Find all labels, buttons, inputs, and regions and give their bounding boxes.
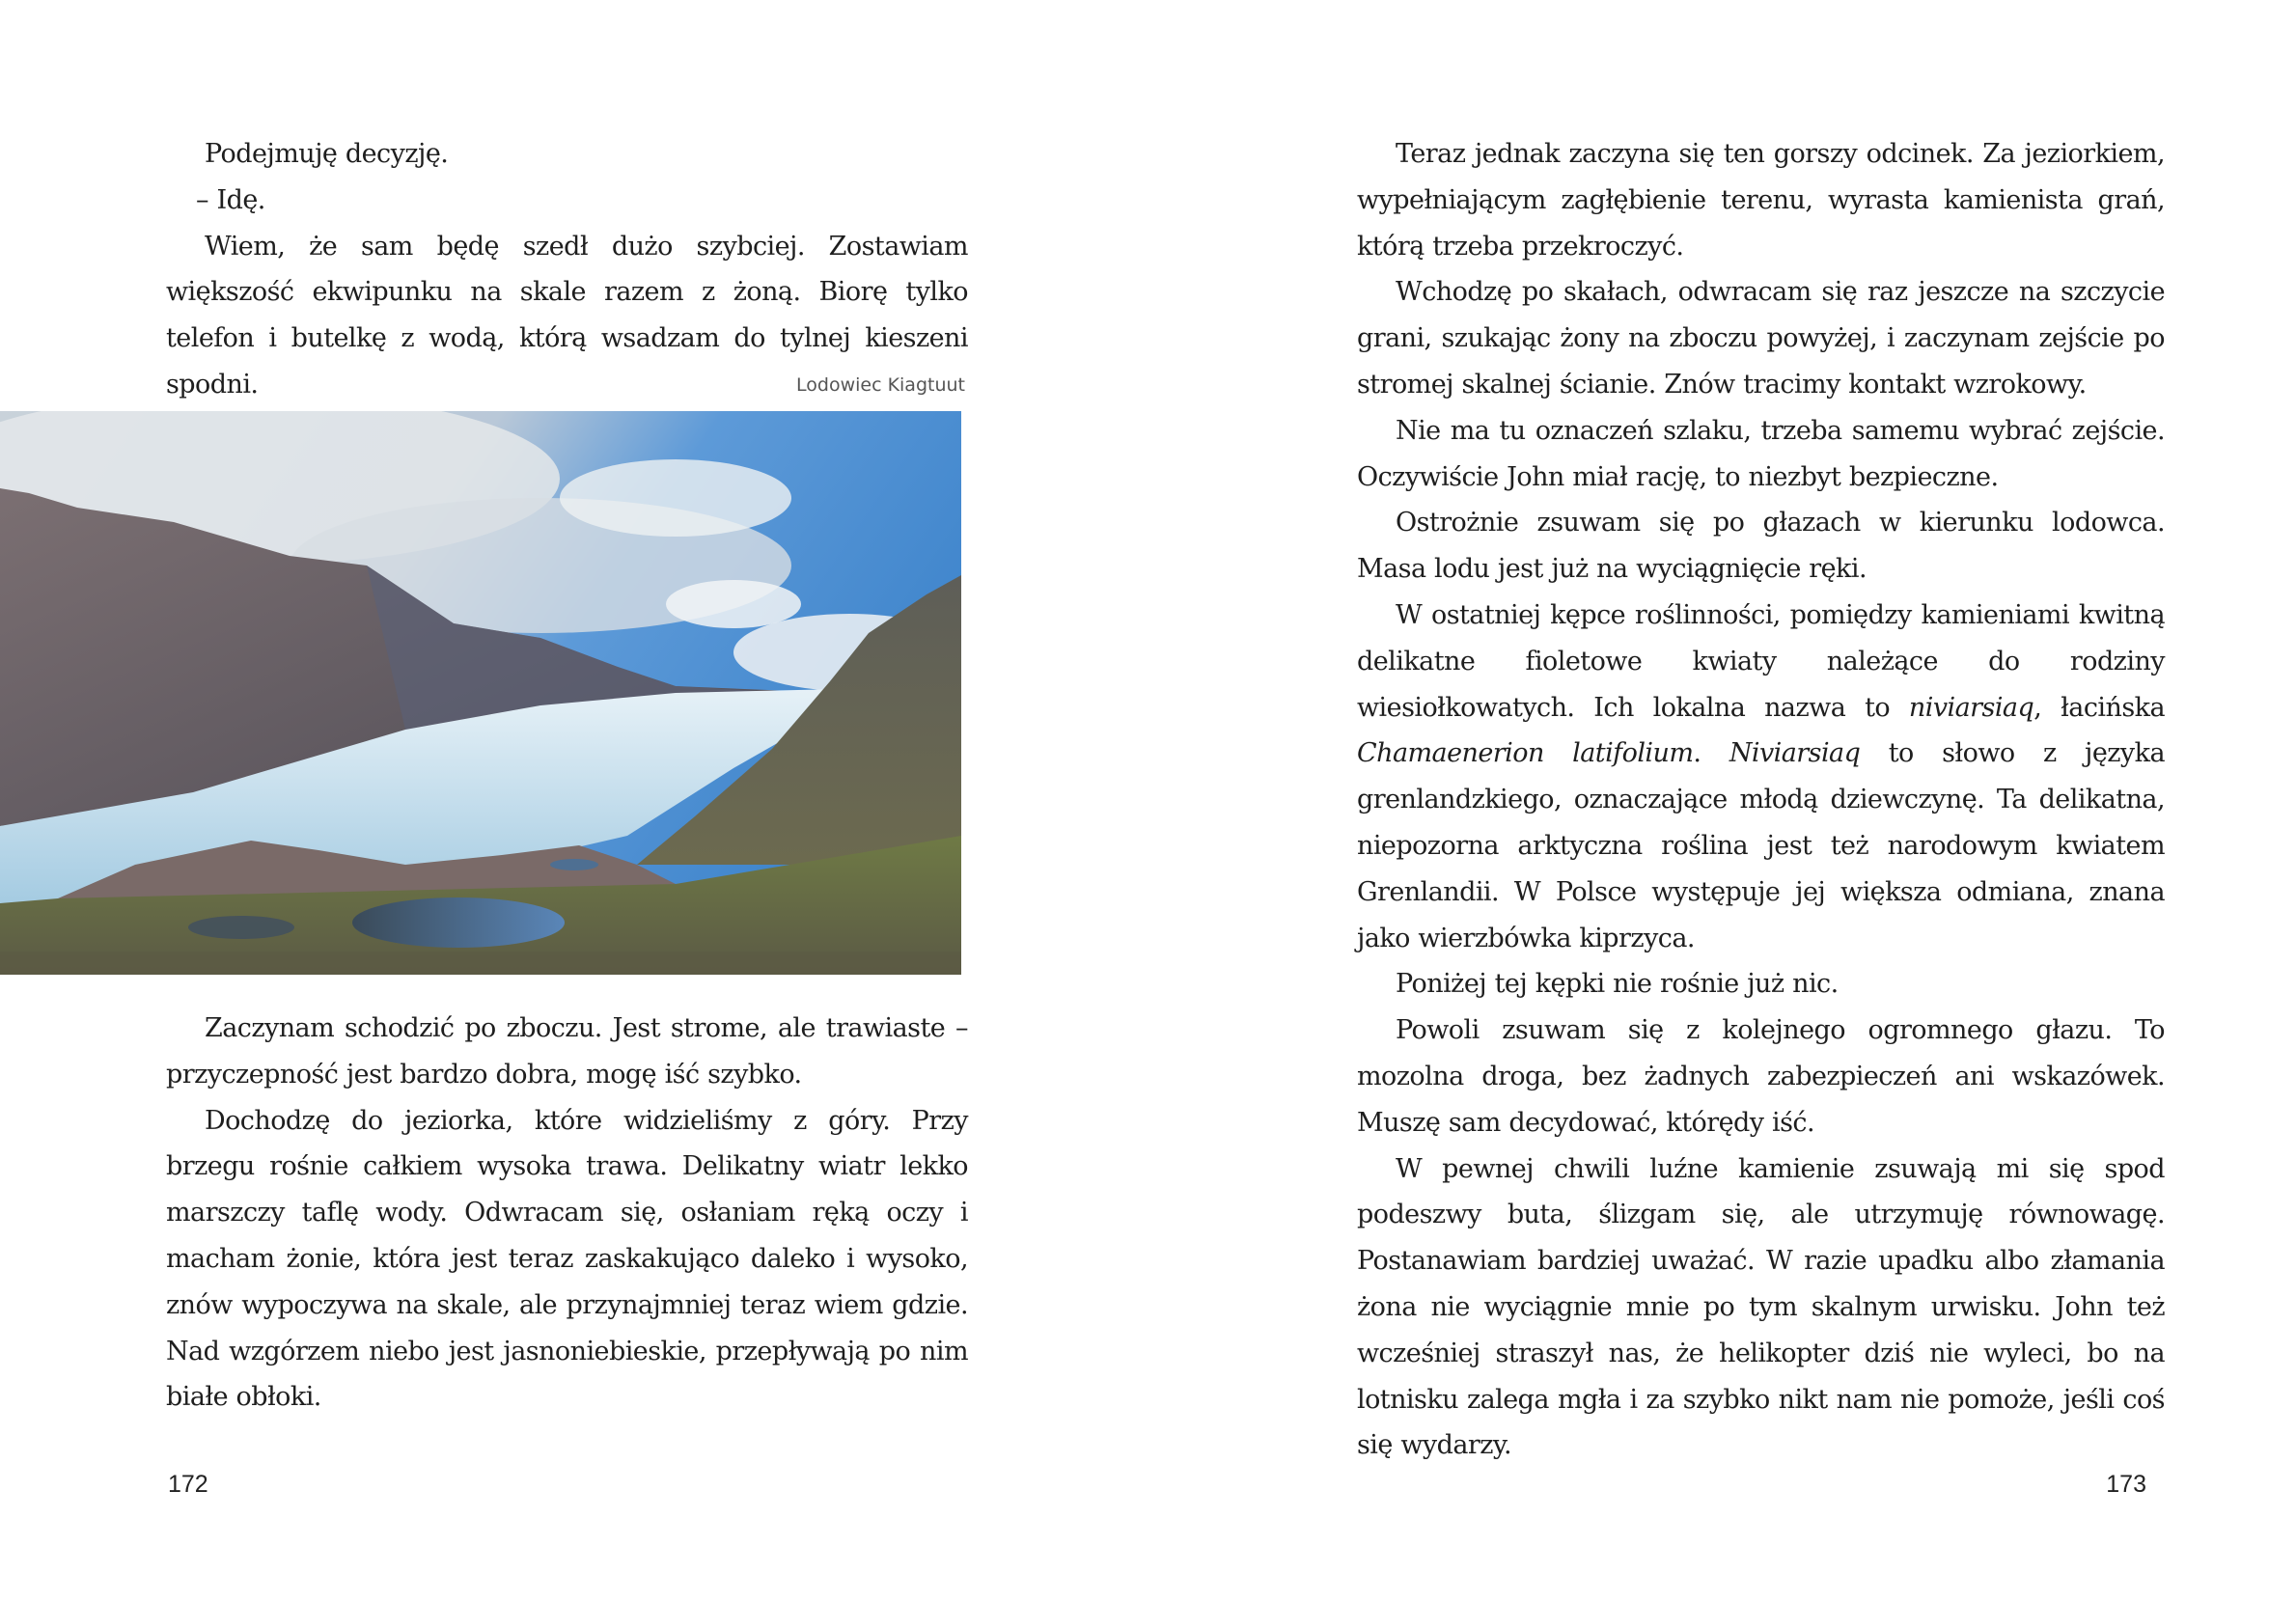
landscape-image-icon	[0, 411, 961, 975]
paragraph: Nie ma tu oznaczeń szlaku, trzeba samemu wybrać zejście. Oczywiście John miał rację, to niezbyt bezpieczne.	[1357, 415, 2165, 492]
glacier-photo	[0, 411, 961, 975]
right-page	[1148, 0, 2296, 1601]
paragraph: W pewnej chwili luźne kamienie zsuwają mi się spod podeszwy buta, ślizgam się, ale utrzymuję równowagę. Postanawiam bardziej uważać. W razie upadku albo złamania żona nie wyciągnie mnie po tym skalnym urwisku. John też wcześniej straszył nas, że helikopter dziś nie wyleci, bo na lotnisku zalega mgła i za szybko nikt nam nie pomoże, jeśli coś się wydarzy.	[1357, 1153, 2165, 1461]
paragraph: Podejmuję decyzję.	[205, 139, 449, 169]
text-run: W ostatniej kępce roślinności, pomiędzy kamieniami kwitną delikatne fioletowe kwiaty należące do rodziny wiesiołkowatych. Ich lokalna nazwa to	[1357, 599, 2165, 723]
paragraph: Ostrożnie zsuwam się po głazach w kierunku lodowca. Masa lodu jest już na wyciągnięcie ręki.	[1357, 508, 2165, 585]
local-plant-name: Niviarsiaq	[1729, 738, 1861, 769]
photo-caption: Lodowiec Kiagtuut	[796, 374, 965, 396]
paragraph: Wiem, że sam będę szedł dużo szybciej. Zostawiam większość ekwipunku na skale razem z żoną. Biorę tylko telefon i butelkę z wodą, którą wsadzam do tylnej kieszeni spodni.	[166, 231, 968, 400]
text-run: to słowo z języka grenlandzkiego, oznaczające młodą dziewczynę. Ta delikatna, niepozorna arktyczna roślina jest też narodowym kwiatem Grenlandii. W Polsce występuje jej większa odmiana, znana jako wierzbówka kiprzyca.	[1357, 738, 2165, 953]
left-page-text-bottom	[166, 1006, 968, 1421]
paragraph: Powoli zsuwam się z kolejnego ogromnego głazu. To mozolna droga, bez żadnych zabezpieczeń ani wskazówek. Muszę sam decydować, którędy iść.	[1357, 1015, 2165, 1138]
paragraph: Wchodzę po skałach, odwracam się raz jeszcze na szczycie grani, szukając żony na zboczu powyżej, i zaczynam zejście po stromej skalnej ścianie. Znów tracimy kontakt wzrokowy.	[1357, 277, 2165, 400]
text-run: .	[1693, 738, 1729, 769]
text-run: , łacińska	[2033, 692, 2165, 723]
paragraph: Poniżej tej kępki nie rośnie już nic.	[1396, 969, 1839, 1000]
page-number: 173	[2106, 1471, 2146, 1498]
page-number: 172	[168, 1471, 208, 1498]
paragraph: Dochodzę do jeziorka, które widzieliśmy z góry. Przy brzegu rośnie całkiem wysoka trawa. Delikatny wiatr lekko marszczy taflę wody. Odwracam się, osłaniam ręką oczy i macham żonie, która jest teraz zaskakująco daleko i wysoko, znów wypoczywa na skale, ale przynajmniej teraz wiem gdzie. Nad wzgórzem niebo jest jasnoniebieskie, przepływają po nim białe obłoki.	[166, 1105, 968, 1413]
left-page-text-top	[166, 131, 968, 408]
dialogue-line: – Idę.	[196, 184, 265, 215]
paragraph-with-latin-names	[1357, 593, 2165, 961]
local-plant-name: niviarsiaq	[1908, 692, 2034, 723]
latin-plant-name: Chamaenerion latifolium	[1357, 738, 1694, 769]
right-page-text	[1357, 131, 2165, 1469]
paragraph: Zaczynam schodzić po zboczu. Jest strome, ale trawiaste – przyczepność jest bardzo dobra, mogę iść szybko.	[166, 1013, 968, 1090]
paragraph: Teraz jednak zaczyna się ten gorszy odcinek. Za jeziorkiem, wypełniającym zagłębienie terenu, wyrasta kamienista grań, którą trzeba przekroczyć.	[1357, 139, 2165, 262]
